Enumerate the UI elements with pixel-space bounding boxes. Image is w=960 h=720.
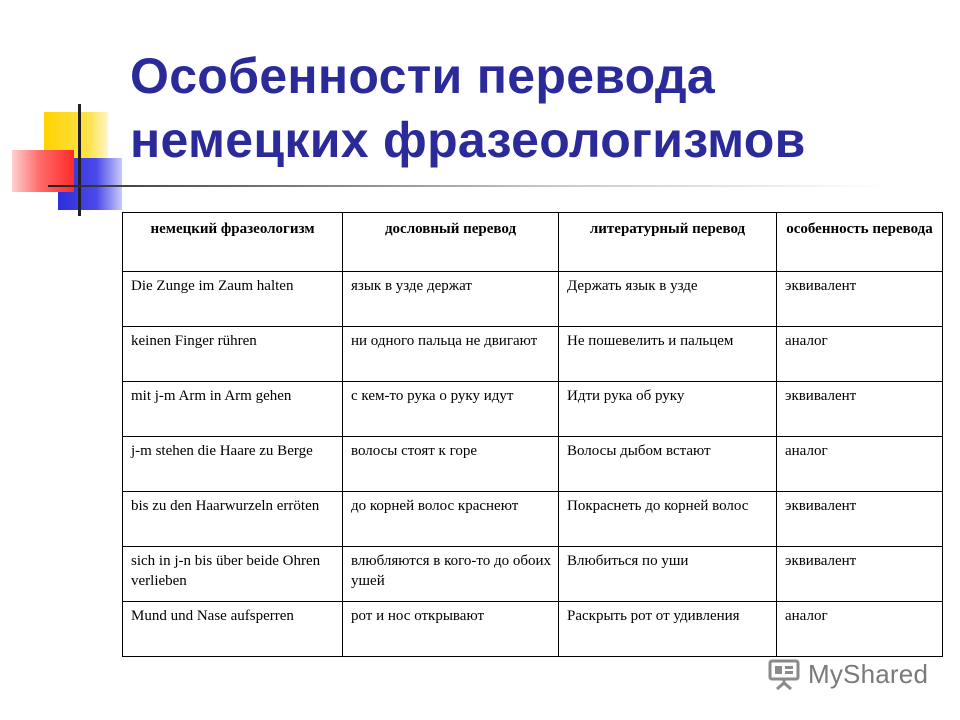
header-translation-feature: особенность перевода	[777, 213, 943, 272]
cell-german-phrase: j-m stehen die Haare zu Berge	[123, 437, 343, 492]
cell-literal-translation: с кем-то рука о руку идут	[343, 382, 559, 437]
cell-literal-translation: волосы стоят к горе	[343, 437, 559, 492]
cell-german-phrase: bis zu den Haarwurzeln erröten	[123, 492, 343, 547]
watermark	[766, 656, 928, 692]
cell-literary-translation: Покраснеть до корней волос	[559, 492, 777, 547]
table-row	[123, 602, 943, 657]
decor-vertical-line	[78, 104, 81, 216]
cell-literary-translation: Влюбиться по уши	[559, 547, 777, 602]
cell-literary-translation: Держать язык в узде	[559, 272, 777, 327]
cell-literary-translation: Не пошевелить и пальцем	[559, 327, 777, 382]
cell-literal-translation: рот и нос открывают	[343, 602, 559, 657]
header-literal-translation: дословный перевод	[343, 213, 559, 272]
table-row	[123, 327, 943, 382]
cell-german-phrase: Die Zunge im Zaum halten	[123, 272, 343, 327]
cell-translation-feature: аналог	[777, 327, 943, 382]
cell-literal-translation: влюбляются в кого-то до обоих ушей	[343, 547, 559, 602]
slide-title	[130, 44, 930, 172]
cell-translation-feature: аналог	[777, 437, 943, 492]
slide-title-line-2: немецких фразеологизмов	[130, 112, 806, 168]
decor-horizontal-line	[48, 185, 888, 187]
cell-german-phrase: mit j-m Arm in Arm gehen	[123, 382, 343, 437]
slide-title-line-1: Особенности перевода	[130, 48, 716, 104]
phraseology-table	[122, 212, 943, 657]
cell-literary-translation: Идти рука об руку	[559, 382, 777, 437]
cell-german-phrase: Mund und Nase aufsperren	[123, 602, 343, 657]
header-literary-translation: литературный перевод	[559, 213, 777, 272]
table-row	[123, 547, 943, 602]
cell-translation-feature: аналог	[777, 602, 943, 657]
table-row	[123, 437, 943, 492]
cell-translation-feature: эквивалент	[777, 492, 943, 547]
cell-translation-feature: эквивалент	[777, 382, 943, 437]
cell-translation-feature: эквивалент	[777, 547, 943, 602]
table-row	[123, 272, 943, 327]
cell-literary-translation: Раскрыть рот от удивления	[559, 602, 777, 657]
table-row	[123, 492, 943, 547]
table-header-row	[123, 213, 943, 272]
watermark-text: MyShared	[808, 658, 929, 689]
presentation-board-icon	[766, 657, 802, 691]
cell-literary-translation: Волосы дыбом встают	[559, 437, 777, 492]
cell-german-phrase: sich in j-n bis über beide Ohren verlieben	[123, 547, 343, 602]
cell-literal-translation: до корней волос краснеют	[343, 492, 559, 547]
table-row	[123, 382, 943, 437]
cell-translation-feature: эквивалент	[777, 272, 943, 327]
cell-literal-translation: ни одного пальца не двигают	[343, 327, 559, 382]
cell-literal-translation: язык в узде держат	[343, 272, 559, 327]
cell-german-phrase: keinen Finger rühren	[123, 327, 343, 382]
header-german-phrase: немецкий фразеологизм	[123, 213, 343, 272]
